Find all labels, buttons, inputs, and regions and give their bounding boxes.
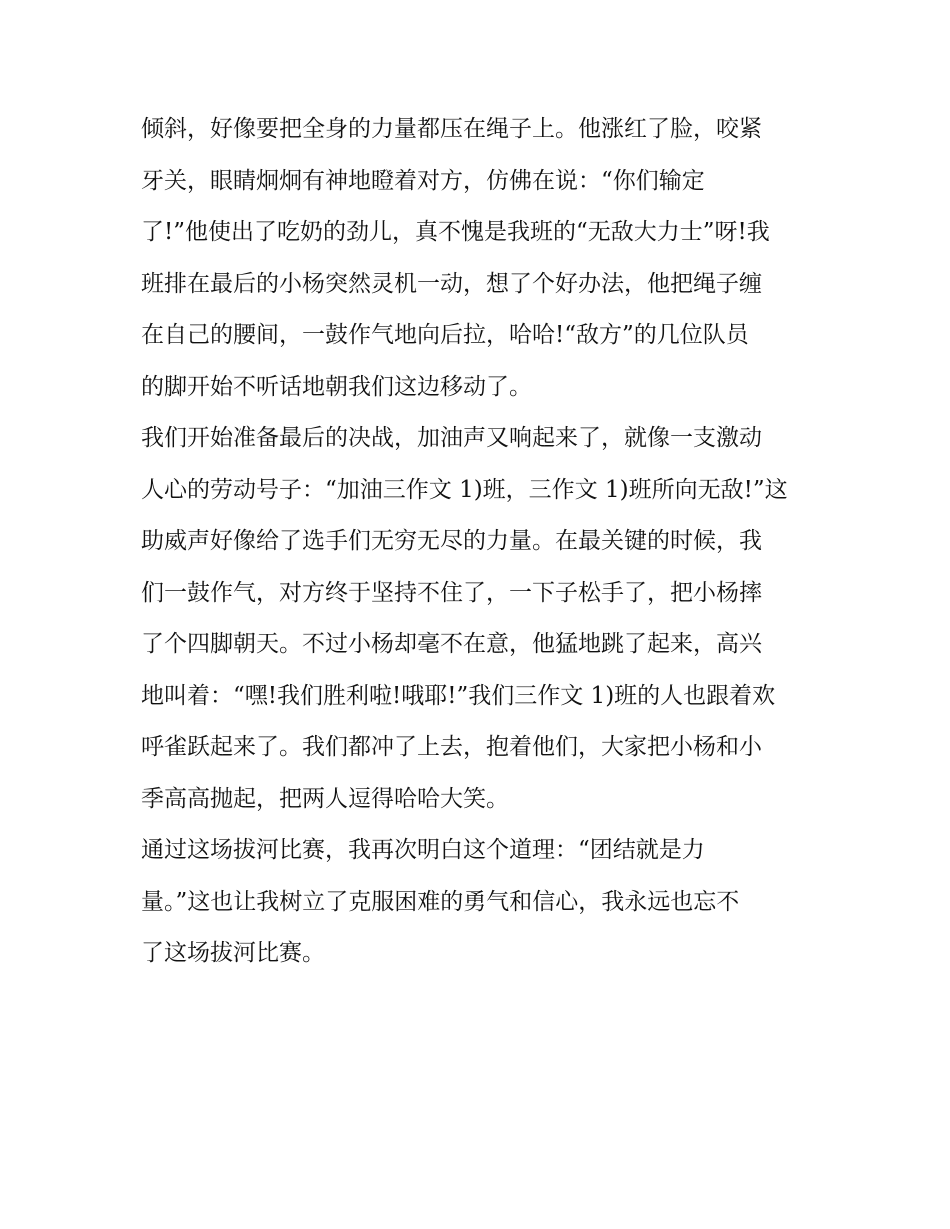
- text-line: 季高高抛起，把两人逗得哈哈大笑。: [141, 785, 509, 812]
- text-line: 班排在最后的小杨突然灵机一动，想了个好办法，他把绳子缠: [141, 270, 762, 297]
- text-line: 们一鼓作气，对方终于坚持不住了，一下子松手了，把小杨摔: [141, 579, 762, 606]
- text-line: 了个四脚朝天。不过小杨却毫不在意，他猛地跳了起来，高兴: [141, 631, 762, 657]
- text-line: 了!”他使出了吃奶的劲儿，真不愧是我班的“无敌大力士”呀!我: [141, 219, 770, 245]
- essay-text: [141, 104, 831, 980]
- text-line: 的脚开始不听话地朝我们这边移动了。: [141, 373, 532, 400]
- text-line: 通过这场拔河比赛，我再次明白这个道理：“团结就是力: [141, 837, 705, 863]
- text-line: 了这场拔河比赛。: [141, 940, 325, 966]
- text-line: 地叫着：“嘿!我们胜利啦!哦耶!”我们三作文 1)班的人也跟着欢: [141, 682, 776, 709]
- text-line: 量。”这也让我树立了克服困难的勇气和信心，我永远也忘不: [141, 888, 740, 915]
- text-line: 牙关，眼睛炯炯有神地瞪着对方，仿佛在说：“你们输定: [141, 167, 705, 194]
- text-line: 我们开始准备最后的决战，加油声又响起来了，就像一支激动: [141, 425, 762, 451]
- text-line: 在自己的腰间，一鼓作气地向后拉，哈哈!“敌方”的几位队员: [141, 322, 749, 348]
- text-line: 助威声好像给了选手们无穷无尽的力量。在最关键的时候，我: [141, 528, 762, 554]
- text-line: 呼雀跃起来了。我们都冲了上去，抱着他们，大家把小杨和小: [141, 734, 762, 760]
- text-line: 人心的劳动号子：“加油三作文 1)班，三作文 1)班所向无敌!”这: [141, 476, 788, 503]
- text-line: 倾斜，好像要把全身的力量都压在绳子上。他涨红了脸，咬紧: [141, 116, 762, 142]
